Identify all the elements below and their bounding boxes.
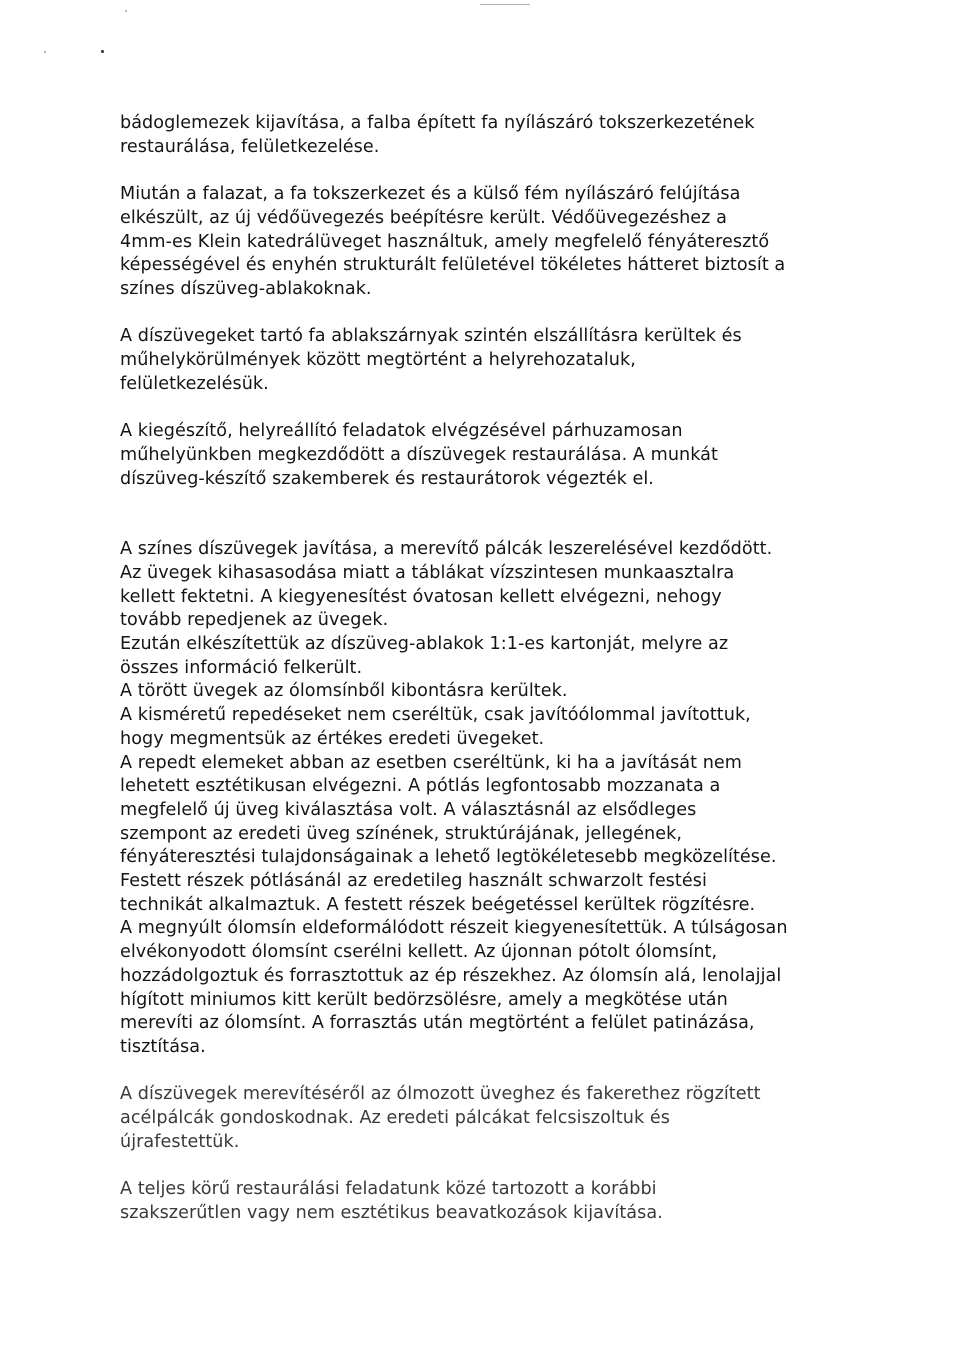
paragraph xyxy=(120,183,860,302)
text-line: technikát alkalmaztuk. A festett részek beégetéssel kerültek rögzítésre. xyxy=(120,894,756,915)
document-body xyxy=(120,112,860,1226)
text-line: lehetett esztétikusan elvégezni. A pótlás legfontosabb mozzanata a xyxy=(120,776,721,797)
scan-speck xyxy=(101,50,104,53)
text-line: kellett fektetni. A kiegyenesítést óvatosan kellett elvégezni, nehogy xyxy=(120,586,722,607)
text-line: elkészült, az új védőüvegezés beépítésre került. Védőüvegezéshez a xyxy=(120,207,727,228)
text-line: A díszüvegeket tartó fa ablakszárnyak szintén elszállításra kerültek és xyxy=(120,326,742,347)
text-line: bádoglemezek kijavítása, a falba épített fa nyílászáró tokszerkezetének xyxy=(120,113,755,133)
text-line: A kiegészítő, helyreállító feladatok elvégzésével párhuzamosan xyxy=(120,421,683,442)
text-line: elvékonyodott ólomsínt cserélni kellett. Az újonnan pótolt ólomsínt, xyxy=(120,942,718,963)
paragraph xyxy=(120,1178,860,1225)
text-line: újrafestettük. xyxy=(120,1131,240,1152)
text-line: Ezután elkészítettük az díszüveg-ablakok 1:1-es kartonját, melyre az xyxy=(120,634,729,655)
text-line: A törött üvegek az ólomsínből kibontásra kerültek. xyxy=(120,681,568,702)
text-line: A kisméretű repedéseket nem cseréltük, csak javítóólommal javítottuk, xyxy=(120,705,751,726)
text-line: hígított miniumos kitt került bedörzsölésre, amely a megkötése után xyxy=(120,989,728,1010)
text-line: felületkezelésük. xyxy=(120,373,269,394)
text-line: Az üvegek kihasasodása miatt a táblákat vízszintesen munkaasztalra xyxy=(120,562,735,583)
text-line: műhelykörülmények között megtörtént a helyrehozataluk, xyxy=(120,350,636,370)
text-line: acélpálcák gondoskodnak. Az eredeti pálcákat felcsiszoltuk és xyxy=(120,1108,670,1129)
text-line: A repedt elemeket abban az esetben cseréltünk, ki ha a javítását nem xyxy=(120,752,742,773)
text-line: tisztítása. xyxy=(120,1036,206,1057)
text-line: restaurálása, felületkezelése. xyxy=(120,136,380,157)
text-line: hogy megmentsük az értékes eredeti üvegeket. xyxy=(120,728,545,749)
text-line: A teljes körű restaurálási feladatunk közé tartozott a korábbi xyxy=(120,1179,657,1200)
text-line: díszüveg-készítő szakemberek és restaurátorok végezték el. xyxy=(120,468,654,489)
text-line: hozzádolgoztuk és forrasztottuk az ép részekhez. Az ólomsín alá, lenolajjal xyxy=(120,965,782,986)
paragraph xyxy=(120,325,860,396)
text-line: összes információ felkerült. xyxy=(120,657,363,678)
text-line: merevíti az ólomsínt. A forrasztás után megtörtént a felület patinázása, xyxy=(120,1013,755,1034)
text-line: 4mm-es Klein katedrálüveget használtuk, amely megfelelő fényáteresztő xyxy=(120,231,770,252)
text-line: A megnyúlt ólomsín eldeformálódott részeit kiegyenesítettük. A túlságosan xyxy=(120,918,788,939)
text-line: Miután a falazat, a fa tokszerkezet és a külső fém nyílászáró felújítása xyxy=(120,184,741,205)
text-line: színes díszüveg-ablakoknak. xyxy=(120,278,372,299)
text-line: A színes díszüvegek javítása, a merevítő pálcák leszerelésével kezdődött. xyxy=(120,539,773,560)
text-line: szakszerűtlen vagy nem esztétikus beavatkozások kijavítása. xyxy=(120,1202,663,1223)
paragraph xyxy=(120,538,860,1059)
paragraph xyxy=(120,1083,860,1154)
scan-top-mark xyxy=(480,4,530,5)
text-line: képességével és enyhén strukturált felületével tökéletes hátteret biztosít a xyxy=(120,255,786,276)
text-line: A díszüvegek merevítéséről az ólmozott üveghez és fakerethez rögzített xyxy=(120,1084,761,1105)
paragraph xyxy=(120,112,860,159)
text-line: fényáteresztési tulajdonságainak a lehető legtökéletesebb megközelítése. xyxy=(120,847,777,868)
text-line: Festett részek pótlásánál az eredetileg használt schwarzolt festési xyxy=(120,871,707,892)
text-line: műhelyünkben megkezdődött a díszüvegek restaurálása. A munkát xyxy=(120,444,718,465)
text-line: tovább repedjenek az üvegek. xyxy=(120,610,389,631)
scan-speck xyxy=(125,10,127,12)
scan-speck xyxy=(44,51,46,53)
text-line: megfelelő új üveg kiválasztása volt. A választásnál az elsődleges xyxy=(120,799,697,820)
text-line: szempont az eredeti üveg színének, struktúrájának, jellegének, xyxy=(120,823,683,844)
paragraph xyxy=(120,420,860,491)
